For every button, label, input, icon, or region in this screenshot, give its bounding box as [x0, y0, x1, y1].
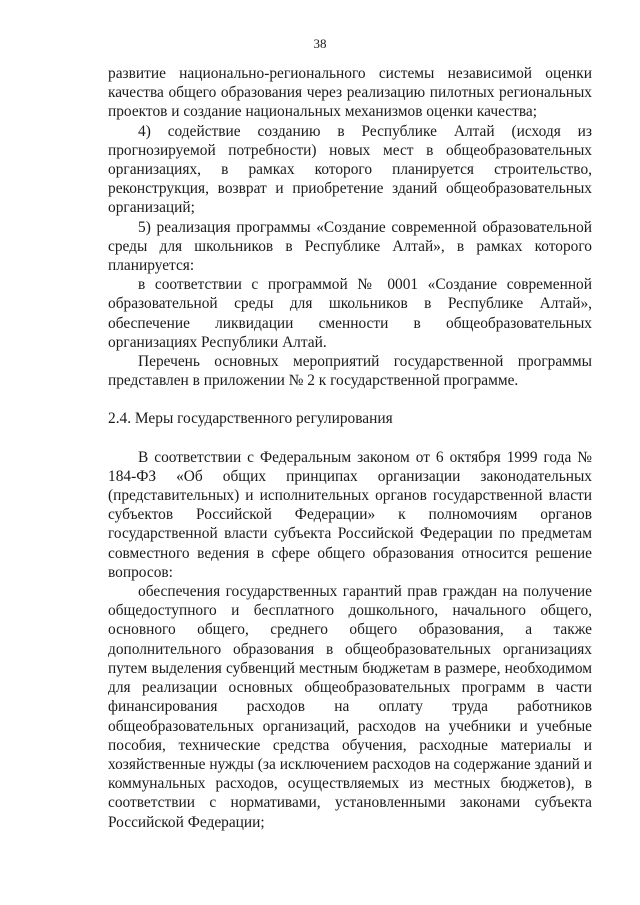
document-body	[108, 64, 592, 832]
paragraph: 5) реализация программы «Создание современной образовательной среды для школьников в Республике Алтай», в рамках которого планируется:	[108, 218, 592, 275]
paragraph: 4) содействие созданию в Республике Алтай (исходя из прогнозируемой потребности) новых мест в общеобразовательных организациях, в рамках которого планируется строительство, реконструкция, возврат и приобретение зданий общеобразовательных организаций;	[108, 122, 592, 217]
section-heading: 2.4. Меры государственного регулирования	[108, 410, 393, 428]
paragraph: в соответствии с программой № 0001 «Создание современной образовательной среды для школьников в Республике Алтай», обеспечение ликвидации сменности в общеобразовательных организациях Республики Алтай.	[108, 276, 592, 351]
paragraph: обеспечения государственных гарантий прав граждан на получение общедоступного и бесплатного дошкольного, начального общего, основного общего, среднего общего образования, а также дополнительного образования в общеобразовательных организациях путем выделения субвенций местным бюджетам в размере, необходимом для реализации основных общеобразовательных программ в части финансирования расходов на оплату труда работников общеобразовательных организаций, расходов на учебники и учебные пособия, технические средства обучения, расходные материалы и хозяйственные нужды (за исключением расходов на содержание зданий и коммунальных расходов, осуществляемых из местных бюджетов), в соответствии с нормативами, установленными законами субъекта Российской Федерации;	[108, 583, 592, 831]
paragraph: развитие национально-регионального системы независимой оценки качества общего образования через реализацию пилотных региональных проектов и создание национальных механизмов оценки качества;	[108, 65, 592, 121]
page-number: 38	[313, 36, 327, 51]
paragraph: Перечень основных мероприятий государственной программы представлен в приложении № 2 к государственной программе.	[108, 353, 592, 390]
paragraph: В соответствии с Федеральным законом от 6 октября 1999 года № 184-ФЗ «Об общих принципах организации законодательных (представительных) и исполнительных органов государственной власти субъектов Российской Федерации» к полномочиям органов государственной власти субъекта Российской Федерации по предметам совместного ведения в сфере общего образования относится решение вопросов:	[108, 448, 592, 581]
